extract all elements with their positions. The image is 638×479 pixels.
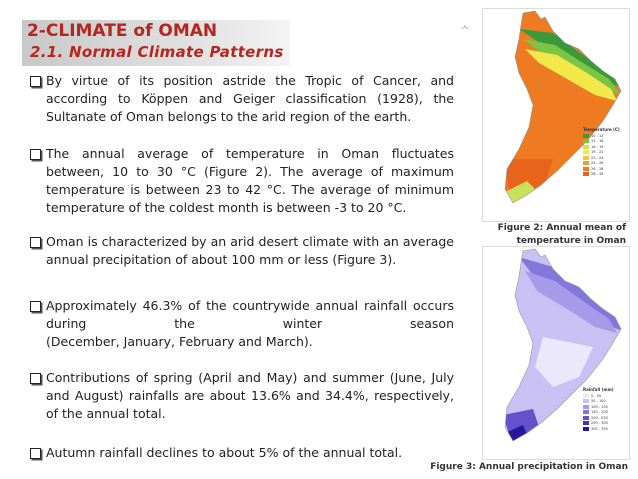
temperature-map-image [483, 9, 629, 221]
legend-swatch [583, 416, 589, 420]
checkbox-bullet-icon [30, 373, 41, 384]
legend-swatch [583, 399, 589, 403]
legend-label: 22 - 24 [591, 155, 604, 160]
legend-label: 100 - 150 [591, 404, 608, 409]
legend-swatch [583, 150, 589, 154]
legend-label: 250 - 300 [591, 421, 608, 426]
legend-item [583, 172, 620, 178]
bullet-item-6 [30, 444, 454, 462]
legend-label: 200 - 250 [591, 415, 608, 420]
legend-swatch [583, 139, 589, 143]
bullet-text: Contributions of spring (April and May) and summer (June, July and August) rainfalls are about 13.6% and 34.4%, respectively, of the annual total. [46, 370, 454, 421]
legend-swatch [583, 172, 589, 176]
checkbox-bullet-icon [30, 301, 41, 312]
legend-label: 19 - 22 [591, 150, 604, 155]
bullet-item-5 [30, 369, 454, 423]
slide-title: 2-CLIMATE of OMAN [27, 21, 218, 41]
legend-label: 10 - 13 [591, 133, 604, 138]
checkbox-bullet-icon [30, 76, 41, 87]
temperature-map-figure [482, 8, 630, 222]
precipitation-legend [583, 387, 614, 432]
checkbox-bullet-icon [30, 149, 41, 160]
legend-label: 24 - 26 [591, 161, 604, 166]
legend-label: 150 - 200 [591, 410, 608, 415]
legend-title: Rainfall (mm) [583, 387, 614, 392]
legend-swatch [583, 167, 589, 171]
legend-label: 50 - 100 [591, 399, 606, 404]
legend-swatch [583, 410, 589, 414]
corner-mark: ᆺ [460, 20, 470, 31]
bullet-item-3 [30, 233, 454, 269]
legend-swatch [583, 156, 589, 160]
precipitation-map-figure [482, 246, 630, 460]
legend-label: 26 - 28 [591, 166, 604, 171]
legend-item [583, 426, 614, 432]
legend-label: 13 - 16 [591, 139, 604, 144]
bullet-text: Autumn rainfall declines to about 5% of the annual total. [46, 445, 403, 460]
temperature-legend [583, 127, 620, 177]
legend-swatch [583, 134, 589, 138]
figure-2-caption: Figure 2: Annual mean of temperature in Oman [497, 223, 626, 246]
legend-swatch [583, 405, 589, 409]
checkbox-bullet-icon [30, 448, 41, 459]
bullet-text: By virtue of its position astride the Tropic of Cancer, and according to Köppen and Geiger classification (1928), the Sultanate of Oman belongs to the arid region of the earth. [46, 73, 454, 124]
legend-swatch [583, 161, 589, 165]
bullet-text [46, 297, 454, 351]
bullet-item-2 [30, 145, 454, 217]
legend-label: 300 - 350 [591, 426, 608, 431]
bullet-item-1 [30, 72, 454, 126]
legend-swatch [583, 394, 589, 398]
legend-swatch [583, 421, 589, 425]
bullet-item-4 [30, 297, 454, 351]
checkbox-bullet-icon [30, 237, 41, 248]
bullet-text: Oman is characterized by an arid desert climate with an average annual precipitation of about 100 mm or less (Figure 3). [46, 234, 454, 267]
figure-3-caption: Figure 3: Annual precipitation in Oman [430, 462, 628, 472]
legend-swatch [583, 145, 589, 149]
legend-label: 28 - 30 [591, 172, 604, 177]
legend-title: Temperature (C) [583, 127, 620, 132]
bullet-text: The annual average of temperature in Oman fluctuates between, 10 to 30 °C (Figure 2). The average of maximum temperature is between 23 to 42 °C. The average of minimum temperature of the coldest month is between -3 to 20 °C. [46, 146, 454, 215]
bullet-text-line-1: Approximately 46.3% of the countrywide annual rainfall occurs during the winter season [46, 298, 454, 331]
legend-swatch [583, 427, 589, 431]
legend-label: 16 - 19 [591, 144, 604, 149]
slide-subtitle: 2.1. Normal Climate Patterns [30, 43, 284, 61]
legend-label: 0 - 50 [591, 393, 602, 398]
bullet-text-line-2: (December, January, February and March). [46, 334, 313, 349]
